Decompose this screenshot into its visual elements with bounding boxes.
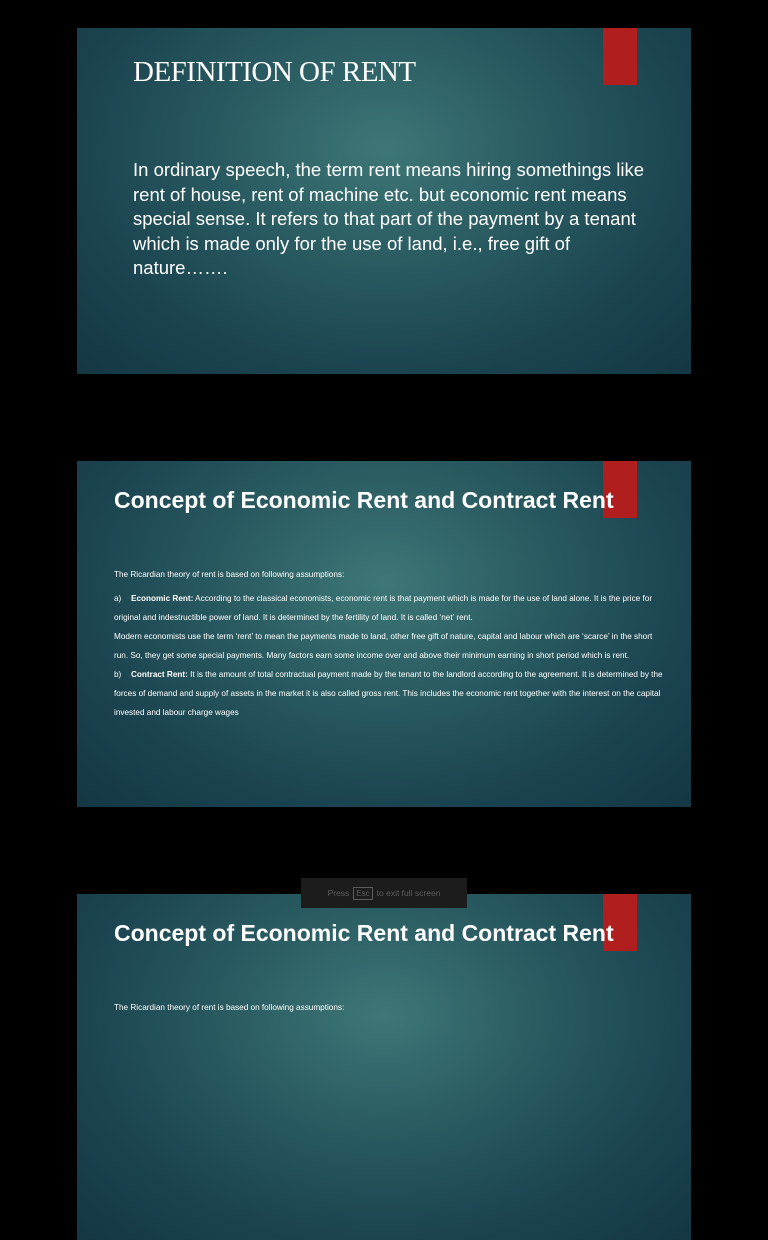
slide-title: Concept of Economic Rent and Contract Rent xyxy=(114,920,614,946)
esc-key: Esc xyxy=(353,887,372,900)
item-text: According to the classical economists, economic rent is that payment which is made for the use of land alone. It is the price for original and indestructible power of land. It is determined by the fertility of land. It is called ‘net’ rent. xyxy=(114,594,653,622)
slide-economic-contract-rent xyxy=(77,461,691,807)
economic-rent-item xyxy=(114,589,664,627)
slide-title: Concept of Economic Rent and Contract Rent xyxy=(114,487,614,513)
item-term: Contract Rent: xyxy=(131,670,188,679)
item-text: It is the amount of total contractual payment made by the tenant to the landlord according to the agreement. It is determined by the forces of demand and supply of assets in the market it is also called gross rent. This includes the economic rent together with the interest on the capital invested and labour charge wages xyxy=(114,670,663,717)
item-label: b) xyxy=(114,670,122,679)
slide-content xyxy=(114,998,664,1022)
intro-text: The Ricardian theory of rent is based on following assumptions: xyxy=(114,1003,345,1012)
slide-definition-of-rent xyxy=(77,28,691,374)
item-label: a) xyxy=(114,594,122,603)
slide-title: DEFINITION OF RENT xyxy=(133,56,416,88)
item-term: Economic Rent: xyxy=(131,594,194,603)
slide-body-text: In ordinary speech, the term rent means hiring somethings like rent of house, rent of machine etc. but economic rent means special sense. It refers to that part of the payment by a tenant which is made only for the use of land, i.e., free gift of nature……. xyxy=(133,159,645,278)
slide-economic-contract-rent-repeat xyxy=(77,894,691,1240)
modern-economists-text: Modern economists use the term ‘rent’ to mean the payments made to land, other free gift of nature, capital and labour which are ‘scarce’ in the short run. So, they get some special payments. Many factors earn some income over and above their minimum earning in short period which is rent. xyxy=(114,632,653,660)
slide-accent-bar xyxy=(603,28,637,85)
hint-press-text: Press xyxy=(327,888,350,898)
intro-text: The Ricardian theory of rent is based on following assumptions: xyxy=(114,570,345,579)
contract-rent-item xyxy=(114,665,664,722)
hint-exit-text: to exit full screen xyxy=(376,888,441,898)
fullscreen-exit-hint xyxy=(301,878,467,908)
slide-content xyxy=(114,565,664,722)
